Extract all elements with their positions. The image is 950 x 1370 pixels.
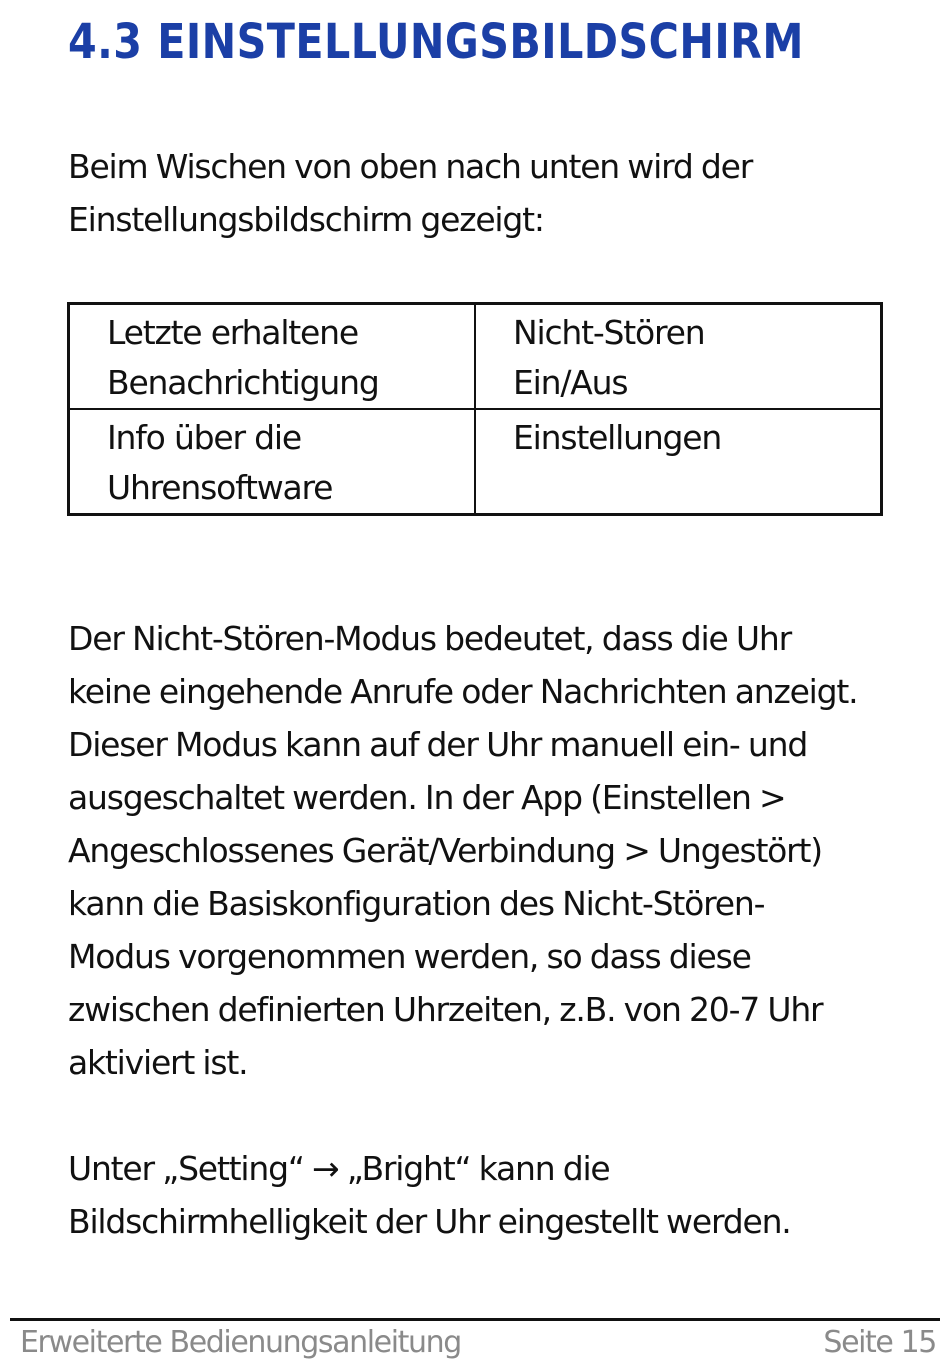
dnd-line: Angeschlossenes Gerät/Verbindung > Ungestört)	[68, 831, 822, 870]
table-cell-settings	[475, 409, 882, 515]
table-row	[69, 409, 882, 515]
do-not-disturb-paragraph	[68, 612, 857, 1089]
settings-screen-table	[67, 302, 883, 516]
dnd-line: ausgeschaltet werden. In der App (Einstellen >	[68, 778, 786, 817]
intro-paragraph	[68, 140, 752, 246]
intro-line: Einstellungsbildschirm gezeigt:	[68, 200, 544, 239]
dnd-line: keine eingehende Anrufe oder Nachrichten anzeigt.	[68, 672, 858, 711]
cell-line: Einstellungen	[513, 418, 722, 457]
cell-line: Info über die	[107, 418, 301, 457]
cell-line: Ein/Aus	[513, 363, 628, 402]
dnd-line: aktiviert ist.	[68, 1043, 248, 1082]
dnd-line: kann die Basiskonfiguration des Nicht-Stören-	[68, 884, 765, 923]
footer-page-number: Seite 15	[823, 1324, 936, 1360]
cell-line: Uhrensoftware	[107, 468, 333, 507]
cell-line: Letzte erhaltene	[107, 313, 358, 352]
page-footer	[20, 1322, 936, 1362]
dnd-line: Modus vorgenommen werden, so dass diese	[68, 937, 751, 976]
brightness-paragraph	[68, 1142, 791, 1248]
table-cell-software-info	[69, 409, 476, 515]
dnd-line: zwischen definierten Uhrzeiten, z.B. von 20-7 Uhr	[68, 990, 823, 1029]
intro-line: Beim Wischen von oben nach unten wird der	[68, 147, 753, 186]
dnd-line: Der Nicht-Stören-Modus bedeutet, dass die Uhr	[68, 619, 791, 658]
table-cell-do-not-disturb	[475, 304, 882, 410]
cell-line: Benachrichtigung	[107, 363, 379, 402]
footer-manual-title: Erweiterte Bedienungsanleitung	[20, 1324, 461, 1360]
brightness-line: Bildschirmhelligkeit der Uhr eingestellt werden.	[68, 1202, 791, 1241]
table-row	[69, 304, 882, 410]
brightness-line: Unter „Setting“ → „Bright“ kann die	[68, 1149, 610, 1188]
cell-line: Nicht-Stören	[513, 313, 705, 352]
dnd-line: Dieser Modus kann auf der Uhr manuell ein- und	[68, 725, 808, 764]
table-cell-last-notification	[69, 304, 476, 410]
section-heading: 4.3 EINSTELLUNGSBILDSCHIRM	[68, 14, 804, 70]
footer-divider	[10, 1318, 940, 1321]
